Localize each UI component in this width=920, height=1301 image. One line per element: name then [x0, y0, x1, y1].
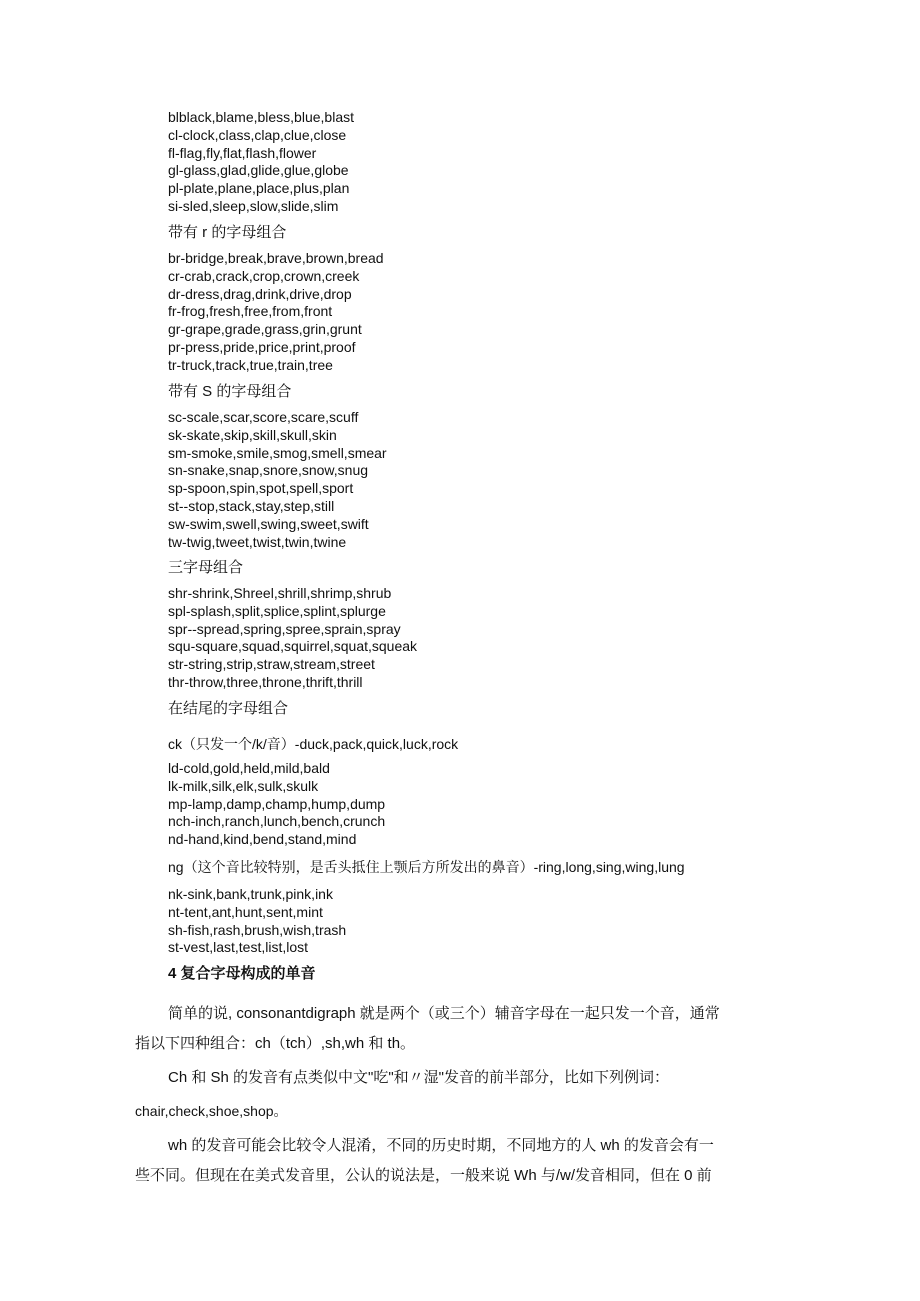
l-blends-list: [168, 109, 868, 216]
three-letter-list: [168, 585, 868, 692]
list-item: sc-scale,scar,score,scare,scuff: [168, 409, 359, 425]
list-item: tr-truck,track,true,train,tree: [168, 356, 333, 373]
s-blends-heading: 带有 S 的字母组合: [168, 383, 292, 400]
ending-blends-heading: 在结尾的字母组合: [168, 700, 289, 717]
list-item: str-string,strip,straw,stream,street: [168, 656, 375, 673]
list-item: gl-glass,glad,glide,glue,globe: [168, 162, 349, 179]
list-item: tw-twig,tweet,twist,twin,twine: [168, 533, 347, 550]
list-item: shr-shrink,Shreel,shrill,shrimp,shrub: [168, 585, 392, 601]
list-item: sp-spoon,spin,spot,spell,sport: [168, 480, 354, 497]
r-blends-list: [168, 250, 868, 375]
list-item: nch-inch,ranch,lunch,bench,crunch: [168, 813, 386, 830]
list-item: fl-flag,fly,flat,flash,flower: [168, 144, 317, 161]
list-item: spl-splash,split,splice,splint,splurge: [168, 602, 386, 619]
paragraph-3-line-1: wh 的发音可能会比较令人混淆，不同的历史时期，不同地方的人 wh 的发音会有一: [168, 1137, 714, 1154]
list-item: si-sled,sleep,slow,slide,slim: [168, 197, 339, 214]
ending-blends-list-2: [168, 886, 868, 957]
list-item: st--stop,stack,stay,step,still: [168, 497, 335, 514]
list-item: ld-cold,gold,held,mild,bald: [168, 760, 330, 776]
list-item: pl-plate,plane,place,plus,plan: [168, 180, 350, 197]
list-item: gr-grape,grade,grass,grin,grunt: [168, 321, 362, 338]
digraph-heading: 4 复合字母构成的单音: [168, 965, 316, 982]
three-letter-heading: 三字母组合: [168, 559, 244, 576]
list-item: dr-dress,drag,drink,drive,drop: [168, 285, 352, 302]
list-item: squ-square,squad,squirrel,squat,squeak: [168, 638, 418, 655]
ng-line: ng（这个音比较特别，是舌头抵住上颚后方所发出的鼻音）-ring,long,sing,wing,lung: [168, 859, 685, 875]
list-item: pr-press,pride,price,print,proof: [168, 338, 356, 355]
paragraph-3-line-2: 些不同。但现在在美式发音里，公认的说法是，一般来说 Wh 与/w/发音相同，但在 0 前: [135, 1167, 712, 1184]
list-item: sn-snake,snap,snore,snow,snug: [168, 462, 369, 479]
paragraph-2: Ch 和 Sh 的发音有点类似中文"吃"和〃湿"发音的前半部分，比如下列例词：: [168, 1069, 670, 1086]
list-item: nt-tent,ant,hunt,sent,mint: [168, 903, 323, 920]
s-blends-list: [168, 409, 868, 551]
list-item: sw-swim,swell,swing,sweet,swift: [168, 515, 369, 532]
paragraph-1-line-2: 指以下四种组合：ch（tch）,sh,wh 和 th。: [135, 1035, 416, 1052]
example-words: chair,check,shoe,shop。: [135, 1103, 288, 1119]
list-item: spr--spread,spring,spree,sprain,spray: [168, 620, 401, 637]
list-item: br-bridge,break,brave,brown,bread: [168, 250, 384, 266]
list-item: thr-throw,three,throne,thrift,thrill: [168, 673, 363, 690]
paragraph-1-line-1: 简单的说, consonantdigraph 就是两个（或三个）辅音字母在一起只发一个音，通常: [168, 1005, 720, 1022]
list-item: lk-milk,silk,elk,sulk,skulk: [168, 777, 319, 794]
list-item: cl-clock,class,clap,clue,close: [168, 126, 347, 143]
r-blends-heading: 带有 r 的字母组合: [168, 224, 287, 241]
list-item: sk-skate,skip,skill,skull,skin: [168, 426, 337, 443]
ck-line: ck（只发一个/k/音）-duck,pack,quick,luck,rock: [168, 736, 459, 752]
list-item: fr-frog,fresh,free,from,front: [168, 303, 333, 320]
list-item: mp-lamp,damp,champ,hump,dump: [168, 795, 386, 812]
list-item: sh-fish,rash,brush,wish,trash: [168, 921, 347, 938]
list-item: nd-hand,kind,bend,stand,mind: [168, 831, 357, 848]
list-item: blblack,blame,bless,blue,blast: [168, 109, 354, 125]
list-item: sm-smoke,smile,smog,smell,smear: [168, 444, 387, 461]
list-item: cr-crab,crack,crop,crown,creek: [168, 267, 360, 284]
list-item: nk-sink,bank,trunk,pink,ink: [168, 886, 333, 902]
ending-blends-list-1: [168, 760, 868, 849]
list-item: st-vest,last,test,list,lost: [168, 939, 309, 956]
